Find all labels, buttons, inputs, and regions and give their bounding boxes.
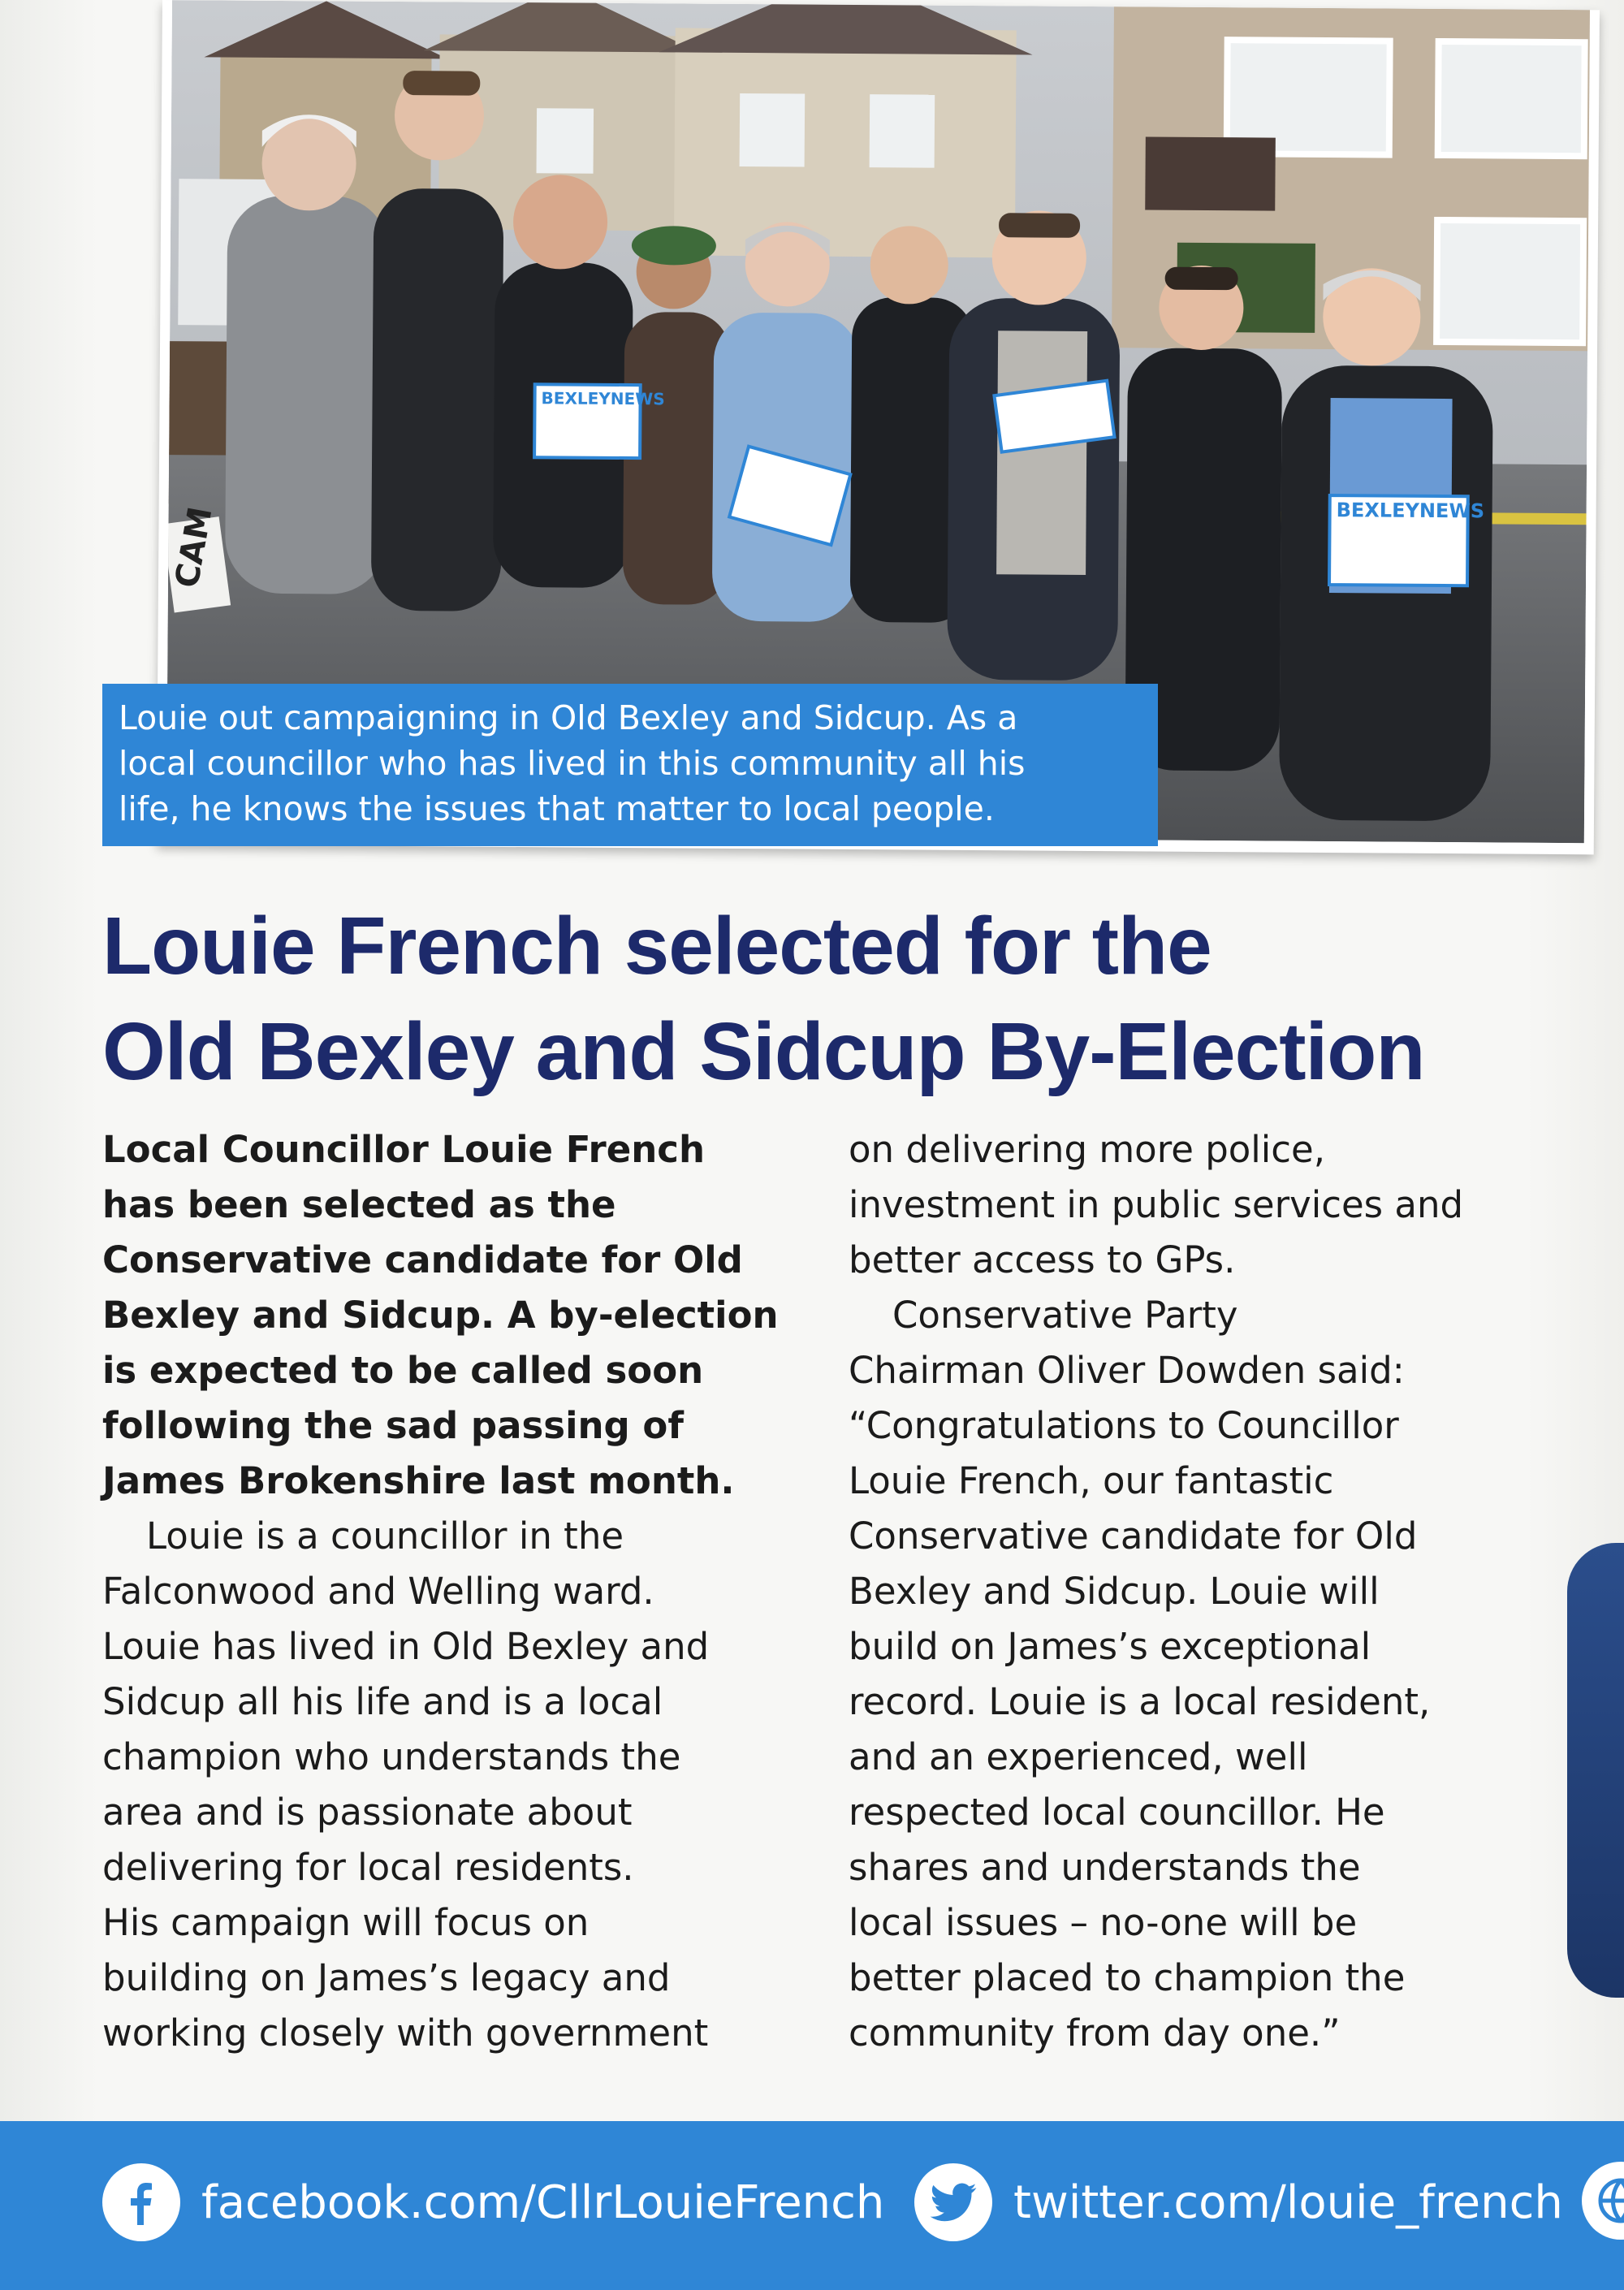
quote-line: shares and understands the <box>849 1846 1361 1889</box>
caption-line: Louie out campaigning in Old Bexley and Sidcup. As a <box>119 698 1018 737</box>
facebook-icon <box>102 2163 180 2241</box>
article-left-column <box>102 1122 801 2061</box>
intro-line: James Brokenshire last month. <box>102 1459 735 1502</box>
quote-line: build on James’s exceptional <box>849 1625 1371 1668</box>
body-line: Sidcup all his life and is a local <box>102 1680 663 1723</box>
body-line: area and is passionate about <box>102 1791 633 1834</box>
facebook-link[interactable] <box>102 2162 884 2243</box>
body-line: Louie is a councillor in the <box>146 1514 624 1558</box>
quote-line: Conservative candidate for Old <box>849 1514 1418 1558</box>
body-line: champion who understands the <box>102 1735 681 1778</box>
intro-line: Conservative candidate for Old <box>102 1238 743 1281</box>
intro-line: Local Councillor Louie French <box>102 1128 706 1171</box>
facebook-url: facebook.com/CllrLouieFrench <box>201 2176 885 2229</box>
leaflet-label: BEXLEYNEWS <box>541 388 665 409</box>
intro-line: is expected to be called soon <box>102 1349 704 1392</box>
headline-line: Old Bexley and Sidcup By-Election <box>102 1006 1425 1097</box>
body-line: His campaign will focus on <box>102 1901 590 1944</box>
street-sign-text: CAM <box>168 503 220 591</box>
intro-line: has been selected as the <box>102 1183 616 1226</box>
twitter-link[interactable] <box>914 2162 1563 2243</box>
headline <box>102 893 1613 1104</box>
caption-line: local councillor who has lived in this community all his <box>119 744 1026 783</box>
quote-line: record. Louie is a local resident, <box>849 1680 1431 1723</box>
body-line: investment in public services and <box>849 1183 1464 1226</box>
quote-line: Louie French, our fantastic <box>849 1459 1334 1502</box>
body-line: delivering for local residents. <box>102 1846 634 1889</box>
leaflet-label: BEXLEYNEWS <box>1336 499 1485 523</box>
headline-line: Louie French selected for the <box>102 901 1212 992</box>
body-line: on delivering more police, <box>849 1128 1326 1171</box>
quote-line: respected local councillor. He <box>849 1791 1385 1834</box>
quote-line: and an experienced, well <box>849 1735 1308 1778</box>
body-line: Conservative Party <box>892 1294 1238 1337</box>
intro-line: Bexley and Sidcup. A by-election <box>102 1294 779 1337</box>
twitter-url: twitter.com/louie_french <box>1013 2176 1563 2229</box>
cropped-portrait-edge <box>1567 1543 1624 1998</box>
body-line: working closely with government <box>102 2011 709 2055</box>
body-line: Louie has lived in Old Bexley and <box>102 1625 710 1668</box>
intro-line: following the sad passing of <box>102 1404 684 1447</box>
body-line: better access to GPs. <box>849 1238 1236 1281</box>
body-line: building on James’s legacy and <box>102 1956 671 1999</box>
body-line: Falconwood and Welling ward. <box>102 1570 654 1613</box>
quote-line: community from day one.” <box>849 2011 1341 2055</box>
quote-line: Bexley and Sidcup. Louie will <box>849 1570 1380 1613</box>
quote-line: local issues – no-one will be <box>849 1901 1358 1944</box>
twitter-icon <box>914 2163 992 2241</box>
caption-line: life, he knows the issues that matter to local people. <box>119 789 995 828</box>
quote-line: “Congratulations to Councillor <box>849 1404 1399 1447</box>
quote-line: Chairman Oliver Dowden said: <box>849 1349 1405 1392</box>
quote-line: better placed to champion the <box>849 1956 1406 1999</box>
article-right-column <box>849 1122 1547 2061</box>
photo-caption <box>102 684 1158 846</box>
